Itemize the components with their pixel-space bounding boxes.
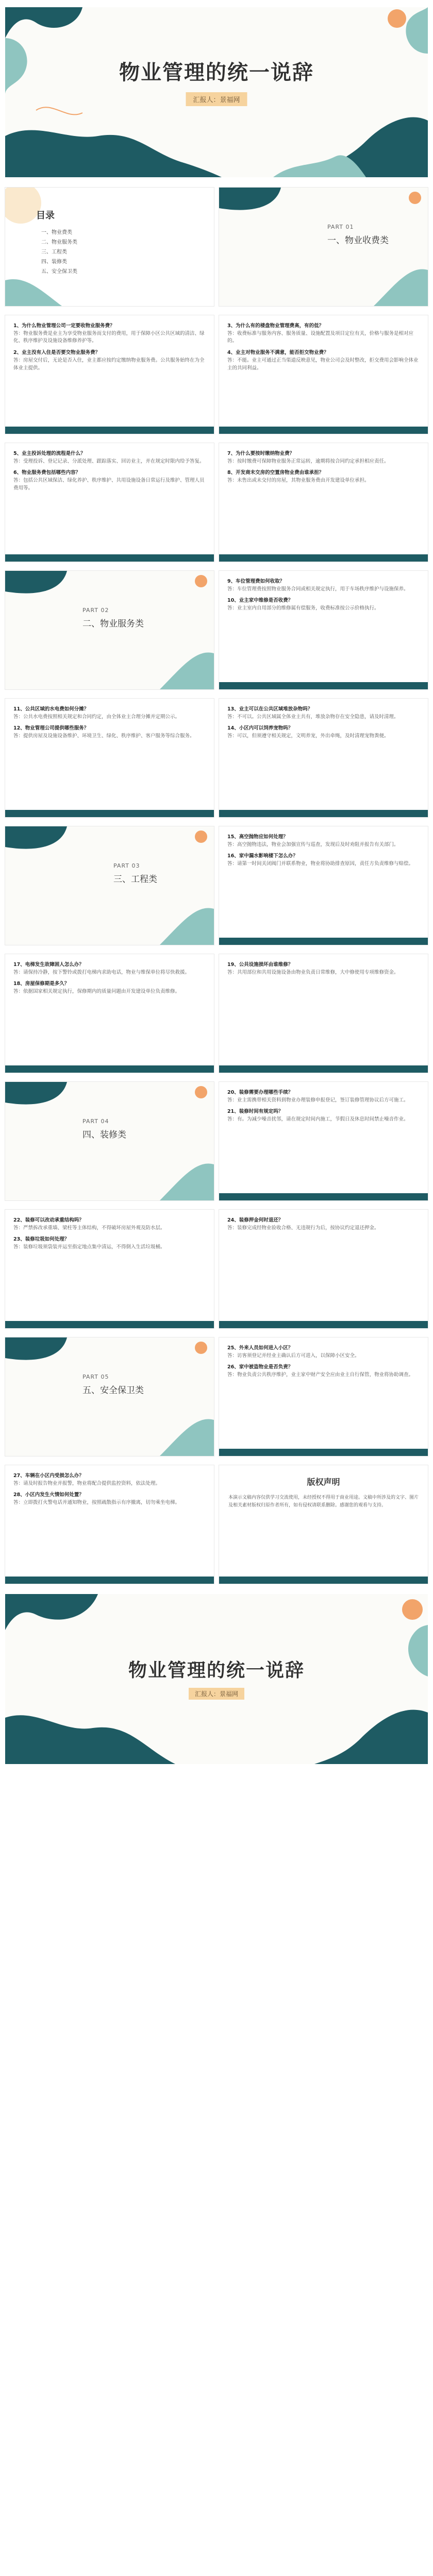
section-cover [5,1337,214,1456]
section-decoration [5,571,214,689]
qa-slide [5,954,214,1073]
qa-slide [219,443,428,562]
section-title: 一、物业收费类 [327,235,389,246]
slide-footer-bar [219,1193,428,1200]
answer: 答：公共水电费按照相关规定和合同约定，由全体业主合理分摊并定期公示。 [13,714,180,720]
qa-block [5,443,214,493]
title-cover [5,7,428,177]
qa-slide [5,1210,214,1328]
question: 15、高空抛物应如何处理？ [227,834,288,840]
answer: 答：房屋交付后，无论是否入住，业主都应按约定缴纳物业服务费。公共服务始终在为全体业主提供。 [13,357,205,371]
qa-block [219,571,428,613]
final-cover [5,1594,428,1764]
answer: 答：物业服务费是业主为享受物业服务而支付的费用，用于保障小区公共区域的清洁、绿化、秩序维护及设施设备维修养护等。 [13,330,205,344]
qa-block [219,443,428,485]
answer: 答：共用部位和共用设施设备由物业负责日常维修，大中修使用专项维修资金。 [227,969,399,975]
slide-footer-bar [5,1577,214,1584]
slide-footer-bar [219,1065,428,1073]
answer: 答：包括公共区域保洁、绿化养护、秩序维护、共用设施设备日常运行及维护、管理人员费用等。 [13,478,205,491]
qa-slide [219,699,428,817]
answer: 答：收费标准与服务内容、服务质量、设施配置及项目定位有关，价格与服务是相对应的。 [227,330,414,344]
question: 10、业主家中维修是否收费？ [227,598,293,604]
question: 19、公共设施损坏由谁维修？ [227,962,293,968]
question: 12、物业管理公司提供哪些服务？ [13,725,89,732]
slide-footer-bar [5,810,214,817]
question: 25、外来人员如何进入小区？ [227,1345,293,1351]
question: 6、物业服务费包括哪些内容？ [13,470,81,476]
toc-slide [5,188,214,306]
answer: 答：装修完成经物业验收合格、无违规行为后，按协议约定退还押金。 [227,1225,379,1231]
qa-block [219,1082,428,1124]
section-cover [219,188,428,306]
toc-list [41,228,77,277]
section-part: PART 05 [82,1374,109,1380]
question: 17、电梯发生故障困人怎么办？ [13,962,84,968]
answer: 答：受理投诉、登记记录、分派处理、跟踪落实、回访业主，并在规定时限内给予答复。 [13,458,205,464]
question: 26、家中被盗物业是否负责？ [227,1364,293,1370]
question: 22、装修可以改动承重结构吗？ [13,1217,84,1223]
toc-item[interactable]: 二、物业服务类 [41,240,77,245]
question: 9、车位管理费如何收取？ [227,579,285,584]
slide-footer-bar [219,682,428,689]
question: 23、装修垃圾如何处理？ [13,1236,70,1243]
answer: 答：有。为减少噪音扰邻，请在规定时间内施工，节假日及休息时间禁止噪音作业。 [227,1116,409,1123]
section-cover [5,571,214,689]
question: 28、小区内发生火情如何处置？ [13,1492,84,1498]
qa-slide [5,443,214,562]
qa-block [5,1465,214,1507]
qa-block [219,699,428,740]
question: 21、装修时间有规定吗？ [227,1109,284,1115]
slide-footer-bar [219,1449,428,1456]
answer: 答：立即拨打火警电话并通知物业，按照疏散指示有序撤离，切勿乘坐电梯。 [13,1500,180,1506]
question: 13、业主可以在公共区域堆放杂物吗？ [227,706,313,712]
document-title: 物业管理的统一说辞 [119,61,314,84]
section-decoration [5,1337,214,1456]
question: 11、公共区域的水电费如何分摊？ [13,706,89,712]
question: 5、业主投诉处理的流程是什么？ [13,451,86,456]
question: 18、房屋保修期是多久？ [13,981,70,987]
answer: 答：请第一时间关闭阀门并联系物业，物业将协助排查原因，责任方负责维修与赔偿。 [227,861,414,867]
section-title: 三、工程类 [113,874,157,885]
question: 24、装修押金何时退还？ [227,1217,284,1223]
qa-block [219,315,428,372]
answer: 答：业主室内自用部分的维修属有偿服务，收费标准按公示价格执行。 [227,605,379,612]
closing-slide [219,1465,428,1584]
answer: 答：访客须登记并经业主确认后方可进入，以保障小区安全。 [227,1352,360,1359]
slide-footer-bar [5,427,214,434]
question: 27、车辆在小区内受损怎么办？ [13,1473,84,1479]
toc-decoration [5,188,214,306]
slide-grid [5,188,428,1584]
qa-slide [219,1082,428,1200]
question: 16、家中漏水影响楼下怎么办？ [227,853,298,859]
final-presenter-tag: 汇报人：景福网 [189,1688,244,1700]
closing-text: 本演示文稿内容仅供学习交流使用，未经授权不得用于商业用途。文稿中所涉及的文字、图片及相关素材版权归原作者所有，如有侵权请联系删除。感谢您的观看与支持。 [228,1495,419,1509]
qa-block [219,954,428,976]
question: 2、业主没有入住是否要交物业服务费？ [13,350,101,356]
qa-block [5,315,214,372]
section-part: PART 01 [327,224,354,230]
qa-slide [219,1210,428,1328]
answer: 答：未售出或未交付的房屋，其物业服务费由开发建设单位承担。 [227,478,370,484]
question: 1、为什么物业管理公司一定要收物业服务费？ [13,323,115,329]
section-part: PART 03 [113,862,140,869]
presenter-tag: 汇报人：景福网 [186,92,247,106]
slide-footer-bar [219,427,428,434]
qa-block [219,1337,428,1379]
slide-footer-bar [219,554,428,562]
slide-footer-bar [219,1577,428,1584]
closing-title: 版权声明 [307,1477,340,1487]
answer: 答：按时缴费可保障物业服务正常运转，逾期将按合同约定承担相应责任。 [227,458,389,464]
answer: 答：车位管理费按照物业服务合同或相关规定执行，用于车场秩序维护与设施保养。 [227,586,409,592]
qa-slide [219,571,428,689]
slide-footer-bar [5,554,214,562]
toc-heading: 目录 [36,210,55,221]
question: 14、小区内可以饲养宠物吗？ [227,725,293,732]
section-part: PART 04 [82,1118,109,1125]
toc-item[interactable]: 四、装修类 [41,259,67,265]
slide-footer-bar [5,1065,214,1073]
answer: 答：提供房屋及设施设备维护、环境卫生、绿化、秩序维护、客户服务等综合服务。 [13,733,195,739]
question: 20、装修需要办理哪些手续？ [227,1090,293,1095]
slide-footer-bar [219,810,428,817]
toc-item[interactable]: 三、工程类 [41,249,67,255]
qa-block [5,699,214,740]
answer: 答：业主需携带相关资料到物业办理装修申报登记，签订装修管理协议后方可施工。 [227,1097,409,1103]
section-cover [5,826,214,945]
answer: 答：依据国家相关规定执行，保修期内的质量问题由开发建设单位负责维修。 [13,989,180,995]
qa-block [219,826,428,868]
answer: 答：装修垃圾须袋装并运至指定地点集中清运，不得倒入生活垃圾桶。 [13,1244,165,1250]
answer: 答：严禁拆改承重墙、梁柱等主体结构，不得破坏房屋外观及防水层。 [13,1225,165,1231]
qa-slide [219,315,428,434]
answer: 答：可以，但须遵守相关规定，文明养宠，外出牵绳，及时清理宠物粪便。 [227,733,389,739]
answer: 答：物业负责公共秩序维护，业主家中财产安全应由业主自行保管，物业将协助调查。 [227,1372,414,1378]
toc-item[interactable]: 一、物业费类 [41,230,72,235]
answer: 答：不能。业主可通过正当渠道反映意见，物业公司会及时整改，拒交费用会影响全体业主的共同利益。 [227,357,419,371]
qa-slide [219,826,428,945]
question: 7、为什么要按时缴纳物业费？ [227,451,295,456]
section-title: 四、装修类 [82,1130,126,1140]
section-decoration [5,1082,214,1200]
section-title: 二、物业服务类 [82,619,144,629]
toc-item[interactable]: 五、安全保卫类 [41,269,77,275]
section-part: PART 02 [82,607,109,614]
section-decoration [5,826,214,945]
qa-slide [219,1337,428,1456]
slide-footer-bar [219,938,428,945]
answer: 答：不可以。公共区域属全体业主共有，堆放杂物存在安全隐患，请及时清理。 [227,714,399,720]
qa-slide [5,1465,214,1584]
slide-footer-bar [5,1321,214,1328]
question: 3、为什么有的楼盘物业管理费高，有的低？ [227,323,324,329]
section-decoration [219,188,428,306]
answer: 答：高空抛物违法，物业会加强宣传与巡查，发现后及时劝阻并报告有关部门。 [227,841,399,848]
qa-block [219,1210,428,1232]
slide-footer-bar [219,1321,428,1328]
question: 8、开发商未交房的空置房物业费由谁承担？ [227,470,324,476]
question: 4、业主对物业服务不满意，能否拒交物业费？ [227,350,329,356]
section-title: 五、安全保卫类 [82,1385,144,1396]
section-cover [5,1082,214,1200]
qa-block [5,954,214,996]
answer: 答：请及时报告物业并报警，物业将配合提供监控资料，依法处理。 [13,1480,161,1486]
qa-block [5,1210,214,1251]
final-title: 物业管理的统一说辞 [128,1660,305,1681]
qa-slide [5,315,214,434]
answer: 答：请保持冷静，按下警铃或拨打电梯内求助电话，物业与维保单位将尽快救援。 [13,969,190,975]
qa-slide [219,954,428,1073]
qa-slide [5,699,214,817]
